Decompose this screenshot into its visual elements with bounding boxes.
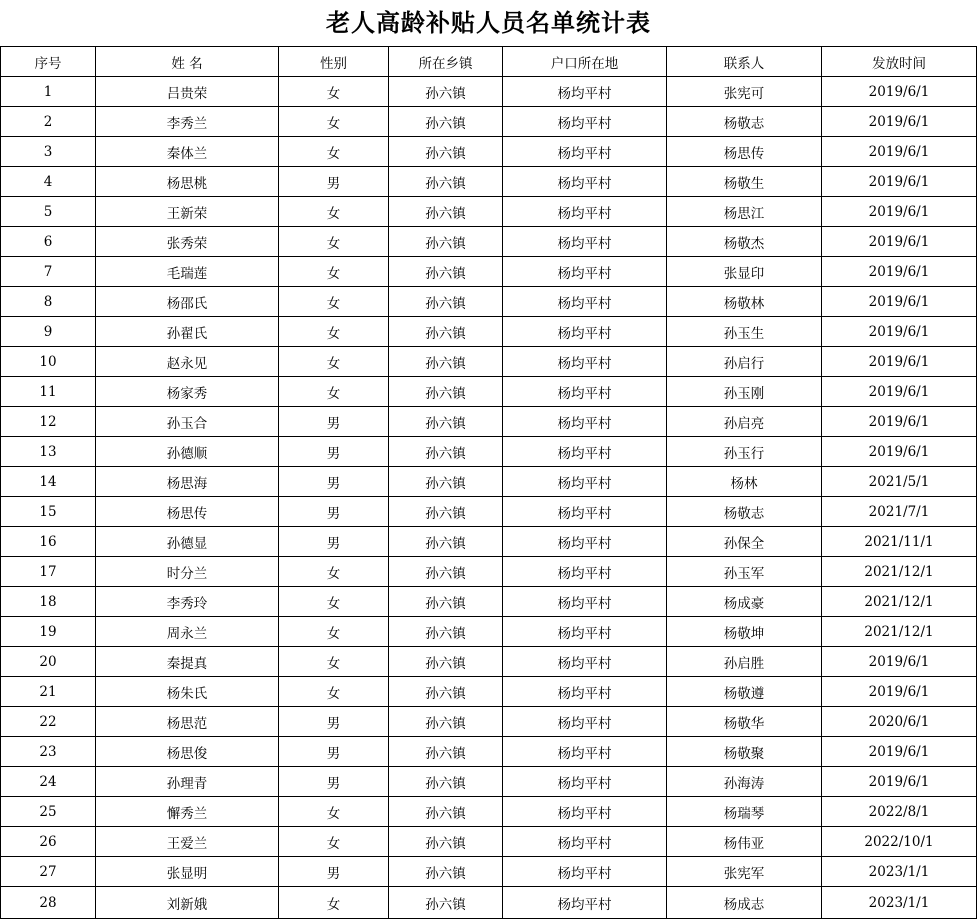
cell-name[interactable]: 孙翟氏 — [96, 317, 279, 347]
table-row — [1, 617, 977, 647]
cell-contact[interactable]: 杨敬志 — [667, 497, 822, 527]
cell-name[interactable]: 李秀兰 — [96, 107, 279, 137]
cell-seq[interactable]: 17 — [1, 557, 96, 587]
cell-gender[interactable]: 女 — [279, 77, 389, 107]
cell-town[interactable]: 孙六镇 — [389, 587, 503, 617]
cell-issue-date[interactable]: 2019/6/1 — [822, 257, 977, 287]
cell-contact[interactable]: 孙玉军 — [667, 557, 822, 587]
cell-town[interactable]: 孙六镇 — [389, 767, 503, 797]
cell-seq[interactable]: 1 — [1, 77, 96, 107]
cell-residence[interactable]: 杨均平村 — [503, 767, 667, 797]
cell-residence[interactable]: 杨均平村 — [503, 467, 667, 497]
table-row — [1, 497, 977, 527]
cell-seq[interactable]: 10 — [1, 347, 96, 377]
cell-issue-date[interactable]: 2021/12/1 — [822, 617, 977, 647]
cell-gender[interactable]: 女 — [279, 377, 389, 407]
cell-residence[interactable]: 杨均平村 — [503, 557, 667, 587]
cell-gender[interactable]: 男 — [279, 407, 389, 437]
cell-gender[interactable]: 女 — [279, 557, 389, 587]
cell-issue-date[interactable]: 2022/10/1 — [822, 827, 977, 857]
cell-residence[interactable]: 杨均平村 — [503, 227, 667, 257]
table-row — [1, 197, 977, 227]
cell-seq[interactable]: 18 — [1, 587, 96, 617]
header-residence[interactable]: 户口所在地 — [503, 47, 667, 77]
table-row — [1, 77, 977, 107]
cell-contact[interactable]: 孙保全 — [667, 527, 822, 557]
cell-residence[interactable]: 杨均平村 — [503, 317, 667, 347]
cell-town[interactable]: 孙六镇 — [389, 107, 503, 137]
table-row — [1, 737, 977, 767]
header-row — [1, 47, 977, 77]
cell-gender[interactable]: 女 — [279, 827, 389, 857]
cell-town[interactable]: 孙六镇 — [389, 407, 503, 437]
cell-residence[interactable]: 杨均平村 — [503, 197, 667, 227]
cell-contact[interactable]: 杨敬生 — [667, 167, 822, 197]
cell-contact[interactable]: 张宪可 — [667, 77, 822, 107]
table-row — [1, 317, 977, 347]
cell-town[interactable]: 孙六镇 — [389, 287, 503, 317]
cell-name[interactable]: 孙德顺 — [96, 437, 279, 467]
cell-town[interactable]: 孙六镇 — [389, 857, 503, 887]
cell-issue-date[interactable]: 2019/6/1 — [822, 737, 977, 767]
cell-seq[interactable]: 11 — [1, 377, 96, 407]
cell-residence[interactable]: 杨均平村 — [503, 737, 667, 767]
cell-contact[interactable]: 杨思传 — [667, 137, 822, 167]
cell-gender[interactable]: 男 — [279, 707, 389, 737]
header-town[interactable]: 所在乡镇 — [389, 47, 503, 77]
cell-name[interactable]: 毛瑞莲 — [96, 257, 279, 287]
cell-contact[interactable]: 杨成志 — [667, 887, 822, 919]
cell-issue-date[interactable]: 2019/6/1 — [822, 107, 977, 137]
cell-town[interactable]: 孙六镇 — [389, 497, 503, 527]
cell-town[interactable]: 孙六镇 — [389, 887, 503, 919]
cell-town[interactable]: 孙六镇 — [389, 557, 503, 587]
cell-town[interactable]: 孙六镇 — [389, 617, 503, 647]
cell-gender[interactable]: 女 — [279, 587, 389, 617]
table-row — [1, 257, 977, 287]
cell-issue-date[interactable]: 2021/11/1 — [822, 527, 977, 557]
cell-gender[interactable]: 女 — [279, 287, 389, 317]
cell-name[interactable]: 孙玉合 — [96, 407, 279, 437]
cell-issue-date[interactable]: 2023/1/1 — [822, 887, 977, 919]
cell-seq[interactable]: 15 — [1, 497, 96, 527]
cell-gender[interactable]: 女 — [279, 257, 389, 287]
cell-contact[interactable]: 杨思江 — [667, 197, 822, 227]
cell-residence[interactable]: 杨均平村 — [503, 617, 667, 647]
cell-town[interactable]: 孙六镇 — [389, 347, 503, 377]
cell-contact[interactable]: 杨敬志 — [667, 107, 822, 137]
cell-town[interactable]: 孙六镇 — [389, 257, 503, 287]
cell-name[interactable]: 王新荣 — [96, 197, 279, 227]
cell-contact[interactable]: 杨敬杰 — [667, 227, 822, 257]
cell-issue-date[interactable]: 2019/6/1 — [822, 767, 977, 797]
cell-issue-date[interactable]: 2020/6/1 — [822, 707, 977, 737]
cell-residence[interactable]: 杨均平村 — [503, 107, 667, 137]
cell-contact[interactable]: 杨瑞琴 — [667, 797, 822, 827]
cell-issue-date[interactable]: 2019/6/1 — [822, 227, 977, 257]
cell-name[interactable]: 杨邵氏 — [96, 287, 279, 317]
cell-seq[interactable]: 20 — [1, 647, 96, 677]
table-row — [1, 827, 977, 857]
cell-gender[interactable]: 女 — [279, 347, 389, 377]
cell-issue-date[interactable]: 2019/6/1 — [822, 317, 977, 347]
cell-gender[interactable]: 男 — [279, 767, 389, 797]
cell-seq[interactable]: 13 — [1, 437, 96, 467]
cell-name[interactable]: 赵永见 — [96, 347, 279, 377]
table-row — [1, 407, 977, 437]
cell-name[interactable]: 杨思海 — [96, 467, 279, 497]
cell-contact[interactable]: 杨敬林 — [667, 287, 822, 317]
cell-residence[interactable]: 杨均平村 — [503, 257, 667, 287]
cell-residence[interactable]: 杨均平村 — [503, 437, 667, 467]
cell-name[interactable]: 刘新娥 — [96, 887, 279, 919]
table-row — [1, 527, 977, 557]
table-row — [1, 107, 977, 137]
cell-town[interactable]: 孙六镇 — [389, 317, 503, 347]
cell-town[interactable]: 孙六镇 — [389, 527, 503, 557]
cell-name[interactable]: 孙德显 — [96, 527, 279, 557]
cell-residence[interactable]: 杨均平村 — [503, 497, 667, 527]
cell-town[interactable]: 孙六镇 — [389, 137, 503, 167]
cell-seq[interactable]: 27 — [1, 857, 96, 887]
cell-gender[interactable]: 女 — [279, 137, 389, 167]
cell-issue-date[interactable]: 2019/6/1 — [822, 167, 977, 197]
cell-name[interactable]: 杨思俊 — [96, 737, 279, 767]
cell-residence[interactable]: 杨均平村 — [503, 707, 667, 737]
cell-gender[interactable]: 男 — [279, 497, 389, 527]
cell-issue-date[interactable]: 2019/6/1 — [822, 677, 977, 707]
cell-seq[interactable]: 21 — [1, 677, 96, 707]
cell-name[interactable]: 杨思范 — [96, 707, 279, 737]
cell-seq[interactable]: 23 — [1, 737, 96, 767]
table-row — [1, 857, 977, 887]
cell-gender[interactable]: 男 — [279, 527, 389, 557]
cell-gender[interactable]: 女 — [279, 677, 389, 707]
cell-name[interactable]: 时分兰 — [96, 557, 279, 587]
cell-seq[interactable]: 4 — [1, 167, 96, 197]
table-row — [1, 587, 977, 617]
cell-gender[interactable]: 男 — [279, 467, 389, 497]
cell-name[interactable]: 秦提真 — [96, 647, 279, 677]
cell-name[interactable]: 杨思传 — [96, 497, 279, 527]
cell-gender[interactable]: 男 — [279, 437, 389, 467]
header-gender[interactable]: 性别 — [279, 47, 389, 77]
subsidy-roster-table — [0, 46, 977, 919]
cell-residence[interactable]: 杨均平村 — [503, 887, 667, 919]
cell-seq[interactable]: 19 — [1, 617, 96, 647]
cell-town[interactable]: 孙六镇 — [389, 77, 503, 107]
cell-name[interactable]: 张显明 — [96, 857, 279, 887]
cell-town[interactable]: 孙六镇 — [389, 707, 503, 737]
cell-town[interactable]: 孙六镇 — [389, 197, 503, 227]
cell-name[interactable]: 懈秀兰 — [96, 797, 279, 827]
cell-seq[interactable]: 9 — [1, 317, 96, 347]
cell-contact[interactable]: 杨伟亚 — [667, 827, 822, 857]
table-row — [1, 227, 977, 257]
table-row — [1, 887, 977, 919]
cell-gender[interactable]: 女 — [279, 197, 389, 227]
cell-contact[interactable]: 孙启行 — [667, 347, 822, 377]
cell-contact[interactable]: 杨敬华 — [667, 707, 822, 737]
cell-issue-date[interactable]: 2021/5/1 — [822, 467, 977, 497]
table-row — [1, 647, 977, 677]
cell-gender[interactable]: 男 — [279, 857, 389, 887]
cell-name[interactable]: 杨家秀 — [96, 377, 279, 407]
cell-town[interactable]: 孙六镇 — [389, 797, 503, 827]
cell-gender[interactable]: 女 — [279, 797, 389, 827]
cell-residence[interactable]: 杨均平村 — [503, 167, 667, 197]
cell-contact[interactable]: 杨敬聚 — [667, 737, 822, 767]
sheet-title: 老人高龄补贴人员名单统计表 — [326, 9, 651, 37]
cell-issue-date[interactable]: 2021/7/1 — [822, 497, 977, 527]
cell-town[interactable]: 孙六镇 — [389, 467, 503, 497]
cell-seq[interactable]: 26 — [1, 827, 96, 857]
cell-issue-date[interactable]: 2019/6/1 — [822, 77, 977, 107]
table-row — [1, 167, 977, 197]
cell-contact[interactable]: 孙启胜 — [667, 647, 822, 677]
cell-contact[interactable]: 杨敬遵 — [667, 677, 822, 707]
cell-residence[interactable]: 杨均平村 — [503, 407, 667, 437]
cell-issue-date[interactable]: 2019/6/1 — [822, 647, 977, 677]
table-row — [1, 377, 977, 407]
cell-issue-date[interactable]: 2019/6/1 — [822, 437, 977, 467]
cell-issue-date[interactable]: 2021/12/1 — [822, 557, 977, 587]
table-row — [1, 137, 977, 167]
cell-seq[interactable]: 14 — [1, 467, 96, 497]
cell-seq[interactable]: 5 — [1, 197, 96, 227]
cell-town[interactable]: 孙六镇 — [389, 737, 503, 767]
cell-seq[interactable]: 3 — [1, 137, 96, 167]
cell-residence[interactable]: 杨均平村 — [503, 137, 667, 167]
cell-town[interactable]: 孙六镇 — [389, 227, 503, 257]
table-row — [1, 797, 977, 827]
cell-issue-date[interactable]: 2021/12/1 — [822, 587, 977, 617]
cell-gender[interactable]: 女 — [279, 617, 389, 647]
cell-name[interactable]: 王爱兰 — [96, 827, 279, 857]
table-row — [1, 287, 977, 317]
cell-seq[interactable]: 8 — [1, 287, 96, 317]
cell-town[interactable]: 孙六镇 — [389, 647, 503, 677]
table-row — [1, 347, 977, 377]
table-body — [1, 77, 977, 919]
cell-seq[interactable]: 12 — [1, 407, 96, 437]
cell-seq[interactable]: 7 — [1, 257, 96, 287]
cell-gender[interactable]: 女 — [279, 107, 389, 137]
cell-issue-date[interactable]: 2023/1/1 — [822, 857, 977, 887]
table-row — [1, 707, 977, 737]
cell-issue-date[interactable]: 2019/6/1 — [822, 377, 977, 407]
cell-name[interactable]: 张秀荣 — [96, 227, 279, 257]
cell-seq[interactable]: 2 — [1, 107, 96, 137]
header-seq[interactable]: 序号 — [1, 47, 96, 77]
header-name[interactable]: 姓 名 — [96, 47, 279, 77]
cell-residence[interactable]: 杨均平村 — [503, 347, 667, 377]
cell-gender[interactable]: 女 — [279, 647, 389, 677]
cell-residence[interactable]: 杨均平村 — [503, 77, 667, 107]
cell-residence[interactable]: 杨均平村 — [503, 797, 667, 827]
cell-seq[interactable]: 6 — [1, 227, 96, 257]
cell-gender[interactable]: 男 — [279, 167, 389, 197]
cell-issue-date[interactable]: 2019/6/1 — [822, 197, 977, 227]
cell-contact[interactable]: 孙海涛 — [667, 767, 822, 797]
cell-gender[interactable]: 男 — [279, 737, 389, 767]
cell-seq[interactable]: 22 — [1, 707, 96, 737]
cell-town[interactable]: 孙六镇 — [389, 827, 503, 857]
cell-contact[interactable]: 孙启亮 — [667, 407, 822, 437]
cell-contact[interactable]: 张宪军 — [667, 857, 822, 887]
cell-gender[interactable]: 女 — [279, 887, 389, 919]
table-row — [1, 467, 977, 497]
cell-contact[interactable]: 杨敬坤 — [667, 617, 822, 647]
cell-town[interactable]: 孙六镇 — [389, 167, 503, 197]
cell-name[interactable]: 秦体兰 — [96, 137, 279, 167]
cell-contact[interactable]: 张显印 — [667, 257, 822, 287]
header-contact[interactable]: 联系人 — [667, 47, 822, 77]
cell-issue-date[interactable]: 2019/6/1 — [822, 137, 977, 167]
cell-town[interactable]: 孙六镇 — [389, 437, 503, 467]
cell-town[interactable]: 孙六镇 — [389, 677, 503, 707]
cell-name[interactable]: 杨思桃 — [96, 167, 279, 197]
cell-seq[interactable]: 16 — [1, 527, 96, 557]
cell-gender[interactable]: 女 — [279, 227, 389, 257]
cell-issue-date[interactable]: 2019/6/1 — [822, 407, 977, 437]
cell-name[interactable]: 吕贵荣 — [96, 77, 279, 107]
cell-name[interactable]: 杨朱氏 — [96, 677, 279, 707]
cell-residence[interactable]: 杨均平村 — [503, 587, 667, 617]
cell-residence[interactable]: 杨均平村 — [503, 287, 667, 317]
cell-name[interactable]: 孙理青 — [96, 767, 279, 797]
cell-residence[interactable]: 杨均平村 — [503, 677, 667, 707]
cell-residence[interactable]: 杨均平村 — [503, 827, 667, 857]
cell-gender[interactable]: 女 — [279, 317, 389, 347]
cell-residence[interactable]: 杨均平村 — [503, 647, 667, 677]
header-issue-date[interactable]: 发放时间 — [822, 47, 977, 77]
cell-residence[interactable]: 杨均平村 — [503, 527, 667, 557]
cell-seq[interactable]: 25 — [1, 797, 96, 827]
table-row — [1, 767, 977, 797]
cell-seq[interactable]: 24 — [1, 767, 96, 797]
table-row — [1, 677, 977, 707]
cell-contact[interactable]: 杨成豪 — [667, 587, 822, 617]
cell-issue-date[interactable]: 2022/8/1 — [822, 797, 977, 827]
cell-contact[interactable]: 孙玉生 — [667, 317, 822, 347]
cell-contact[interactable]: 孙玉刚 — [667, 377, 822, 407]
cell-residence[interactable]: 杨均平村 — [503, 857, 667, 887]
cell-issue-date[interactable]: 2019/6/1 — [822, 347, 977, 377]
table-row — [1, 437, 977, 467]
cell-residence[interactable]: 杨均平村 — [503, 377, 667, 407]
cell-issue-date[interactable]: 2019/6/1 — [822, 287, 977, 317]
table-row — [1, 557, 977, 587]
cell-name[interactable]: 李秀玲 — [96, 587, 279, 617]
cell-name[interactable]: 周永兰 — [96, 617, 279, 647]
cell-contact[interactable]: 孙玉行 — [667, 437, 822, 467]
cell-seq[interactable]: 28 — [1, 887, 96, 919]
cell-town[interactable]: 孙六镇 — [389, 377, 503, 407]
cell-contact[interactable]: 杨林 — [667, 467, 822, 497]
